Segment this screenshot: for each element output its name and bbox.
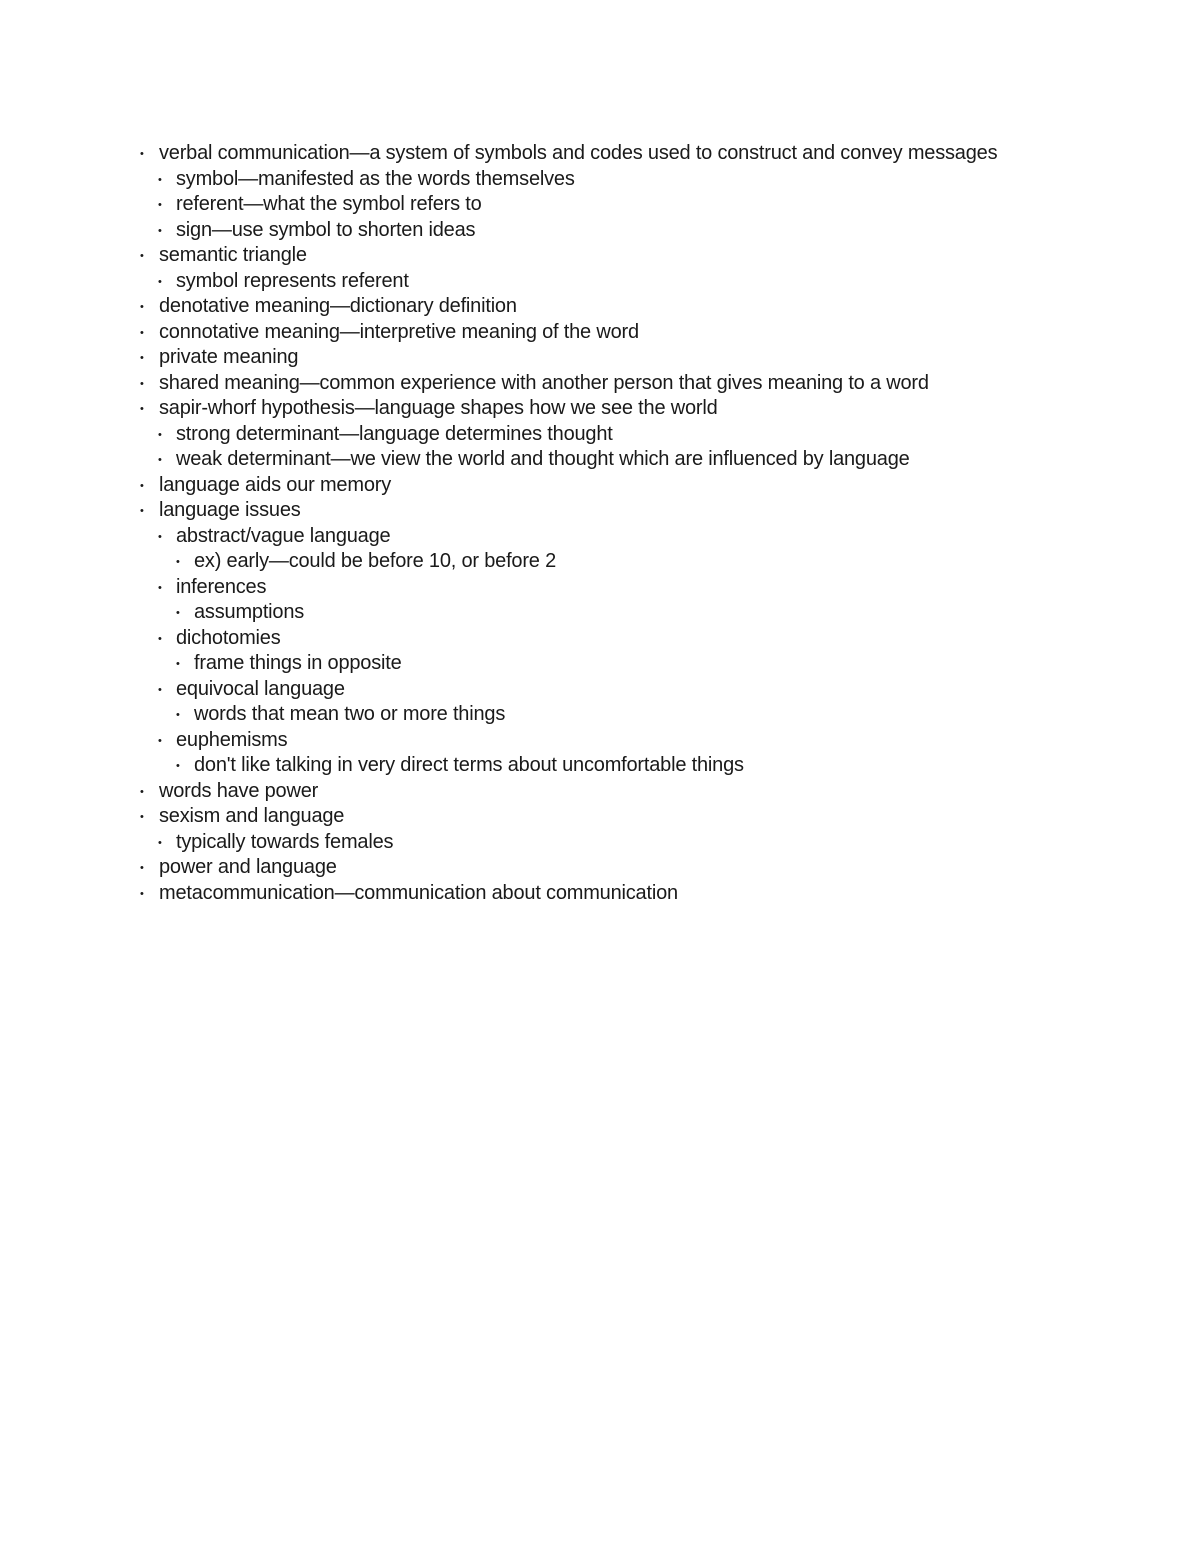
list-item: • sexism and language <box>140 804 1020 830</box>
list-item: • don't like talking in very direct terms about uncomfortable things <box>140 753 1020 779</box>
list-item: • dichotomies <box>140 626 1020 652</box>
list-item: • symbol represents referent <box>140 269 1020 295</box>
list-item: • private meaning <box>140 345 1020 371</box>
list-item: • semantic triangle <box>140 243 1020 269</box>
list-item: • inferences <box>140 575 1020 601</box>
list-item: • weak determinant—we view the world and thought which are influenced by language <box>140 447 1020 473</box>
list-item: • equivocal language <box>140 677 1020 703</box>
list-item: • words have power <box>140 779 1020 805</box>
list-item: • connotative meaning—interpretive meaning of the word <box>140 320 1020 346</box>
list-item: • denotative meaning—dictionary definition <box>140 294 1020 320</box>
list-item: • language issues <box>140 498 1020 524</box>
list-item: • language aids our memory <box>140 473 1020 499</box>
list-item: • frame things in opposite <box>140 651 1020 677</box>
list-item: • sign—use symbol to shorten ideas <box>140 218 1020 244</box>
list-item: • euphemisms <box>140 728 1020 754</box>
list-item: • abstract/vague language <box>140 524 1020 550</box>
list-item: • power and language <box>140 855 1020 881</box>
list-item: • shared meaning—common experience with another person that gives meaning to a word <box>140 371 1020 397</box>
list-item: • sapir-whorf hypothesis—language shapes how we see the world <box>140 396 1020 422</box>
list-item: • ex) early—could be before 10, or before 2 <box>140 549 1020 575</box>
list-item: • words that mean two or more things <box>140 702 1020 728</box>
list-item: • metacommunication—communication about communication <box>140 881 1020 907</box>
list-item: • typically towards females <box>140 830 1020 856</box>
notes-list <box>140 141 1020 906</box>
list-item: • referent—what the symbol refers to <box>140 192 1020 218</box>
list-item: • symbol—manifested as the words themselves <box>140 167 1020 193</box>
list-item: • assumptions <box>140 600 1020 626</box>
list-item: • strong determinant—language determines thought <box>140 422 1020 448</box>
list-item: • verbal communication—a system of symbols and codes used to construct and convey messages <box>140 141 1020 167</box>
